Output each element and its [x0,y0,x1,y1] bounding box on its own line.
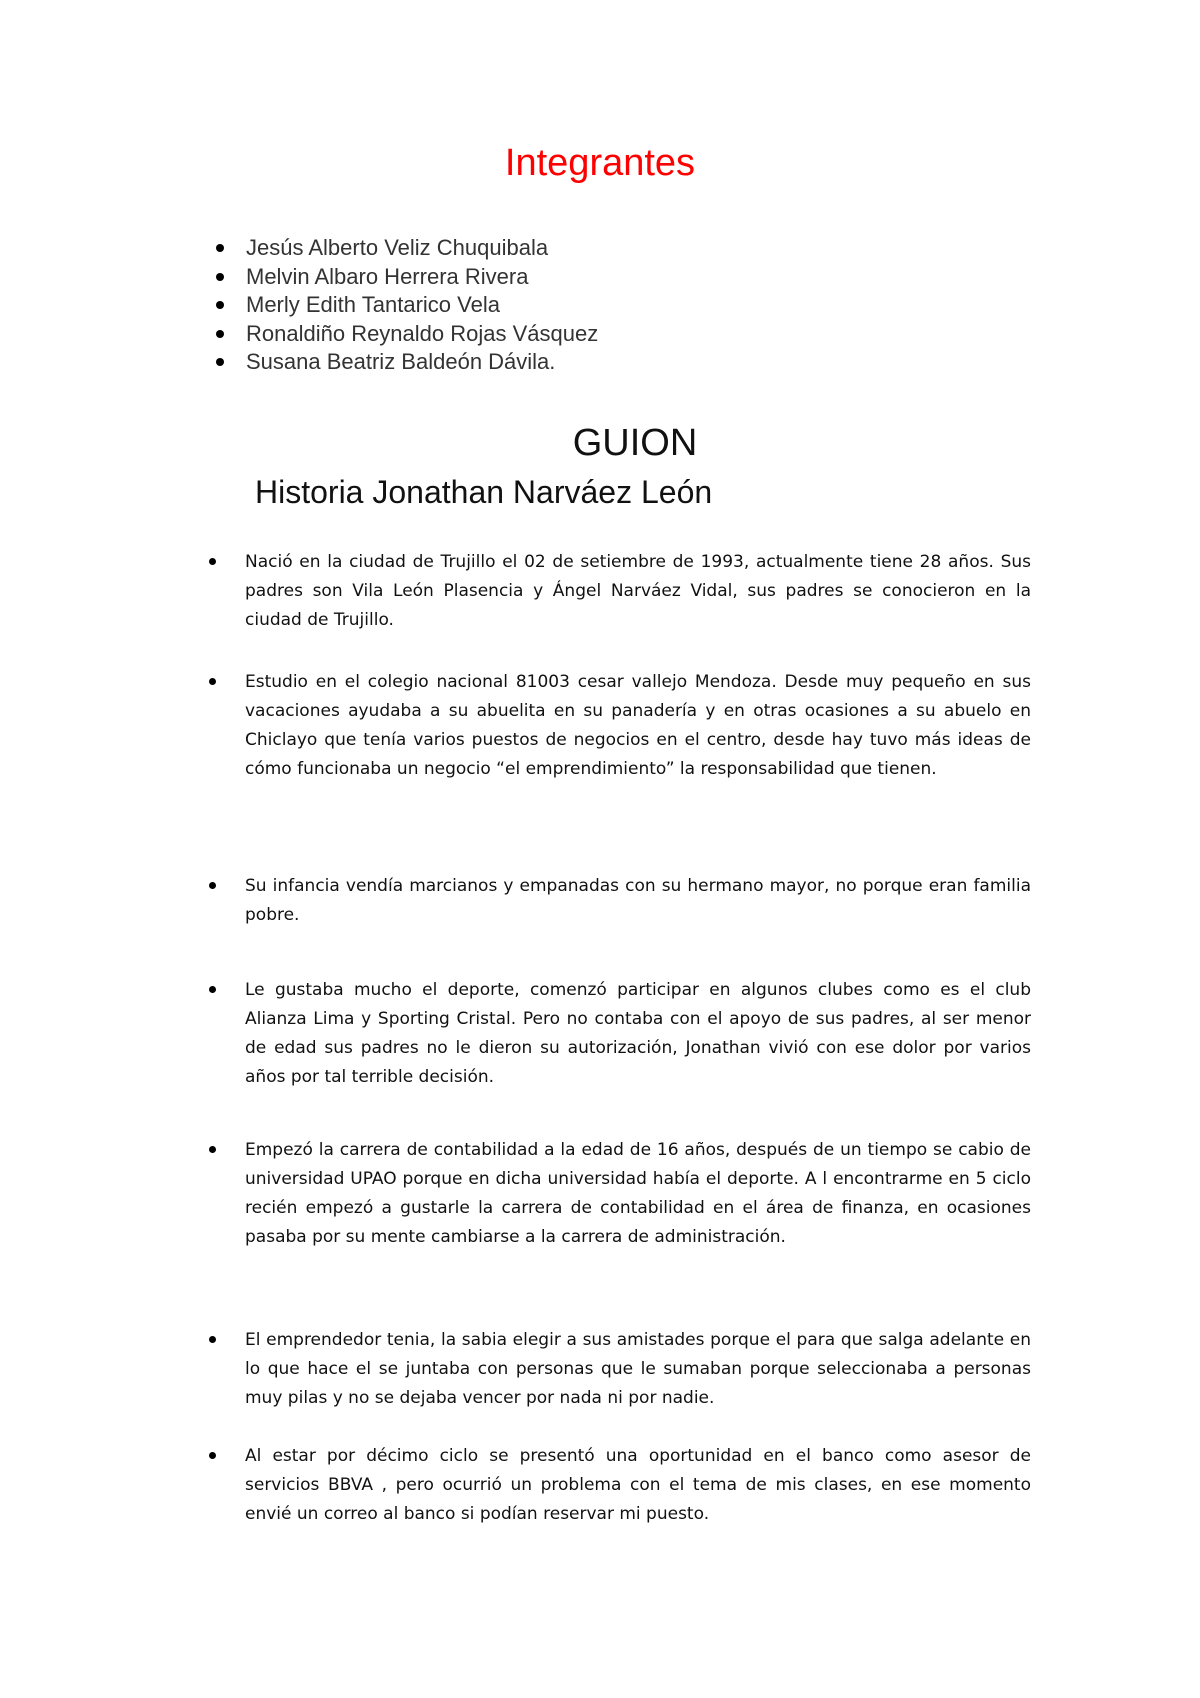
list-item [206,348,598,377]
member-name: Jesús Alberto Veliz Chuquibala [246,235,549,260]
list-item [206,263,598,292]
bullet-icon [216,358,224,366]
list-item [245,976,1031,1092]
list-item [245,1442,1031,1529]
member-name: Susana Beatriz Baldeón Dávila. [246,349,556,374]
list-item [245,1136,1031,1252]
story-paragraph: Empezó la carrera de contabilidad a la edad de 16 años, después de un tiempo se cabio de universidad UPAO porque en dicha universidad había el deporte. A l encontrarme en 5 ciclo recién empezó a gustarle la carrera de contabilidad en el área de finanza, en ocasiones pasaba por su mente cambiarse a la carrera de administración. [245,1140,1031,1247]
bullet-icon [209,558,216,565]
bullet-icon [216,301,224,309]
list-item [245,668,1031,784]
story-paragraph: Le gustaba mucho el deporte, comenzó participar en algunos clubes como es el club Alianza Lima y Sporting Cristal. Pero no contaba con el apoyo de sus padres, al ser menor de edad sus padres no le dieron su autorización, Jonathan vivió con ese dolor por varios años por tal terrible decisión. [245,980,1031,1087]
bullet-icon [209,678,216,685]
story-paragraph: El emprendedor tenia, la sabia elegir a sus amistades porque el para que salga adelante en lo que hace el se juntaba con personas que le sumaban porque seleccionaba a personas muy pilas y no se dejaba vencer por nada ni por nadie. [245,1330,1031,1408]
story-paragraph: Nació en la ciudad de Trujillo el 02 de setiembre de 1993, actualmente tiene 28 años. Sus padres son Vila León Plasencia y Ángel Narváez Vidal, sus padres se conocieron en la ciudad de Trujillo. [245,552,1031,630]
bullet-icon [209,1452,216,1459]
guion-title: GUION [572,422,698,464]
member-name: Ronaldiño Reynaldo Rojas Vásquez [246,320,599,346]
story-paragraph: Al estar por décimo ciclo se presentó una oportunidad en el banco como asesor de servicios BBVA , pero ocurrió un problema con el tema de mis clases, en ese momento envié un correo al banco si podían reservar mi puesto. [245,1446,1031,1524]
bullet-icon [209,882,216,889]
members-title: Integrantes [504,142,696,184]
list-item [206,234,598,263]
list-item [245,872,1031,930]
bullet-icon [209,1146,216,1153]
bullet-icon [216,273,224,281]
member-name: Melvin Albaro Herrera Rivera [246,263,529,289]
bullet-icon [216,330,224,338]
story-paragraph: Estudio en el colegio nacional 81003 cesar vallejo Mendoza. Desde muy pequeño en sus vacaciones ayudaba a su abuelita en su panadería y en otras ocasiones a su abuelo en Chiclayo que tenía varios puestos de negocios en el centro, desde hay tuvo más ideas de cómo funcionaba un negocio “el emprendimiento” la responsabilidad que tienen. [245,672,1031,779]
list-item [206,320,598,349]
list-item [245,1326,1031,1413]
bullet-icon [209,986,216,993]
bullet-icon [209,1336,216,1343]
story-title: Historia Jonathan Narváez León [255,474,713,510]
list-item [245,548,1031,635]
members-list [206,234,598,377]
member-name: Merly Edith Tantarico Vela [246,292,500,317]
bullet-icon [216,244,224,252]
list-item [206,291,598,320]
story-paragraph: Su infancia vendía marcianos y empanadas con su hermano mayor, no porque eran familia pobre. [245,876,1031,925]
